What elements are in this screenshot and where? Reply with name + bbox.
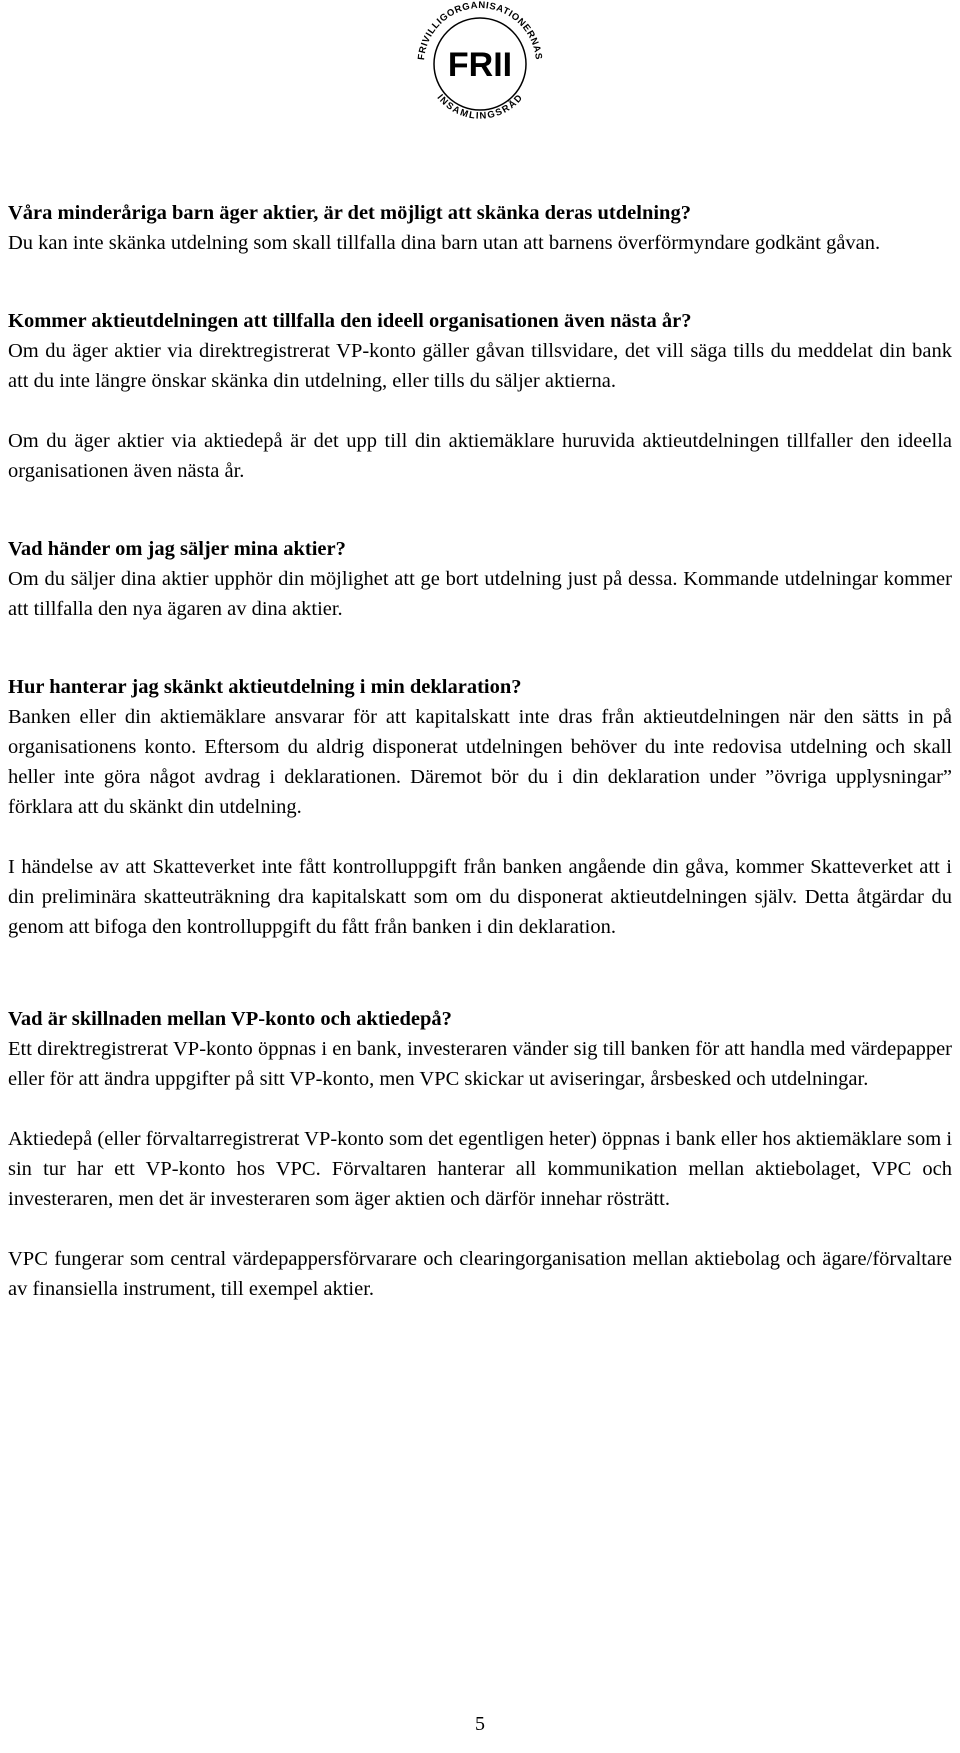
section-heading: Kommer aktieutdelningen att tillfalla den ideell organisationen även nästa år? [8,310,692,332]
section-heading: Hur hanterar jag skänkt aktieutdelning i min deklaration? [8,676,522,698]
logo-ring-bottom-text: INSAMLINGSRÅD [434,92,526,122]
section-heading: Våra minderåriga barn äger aktier, är det möjligt att skänka deras utdelning? [8,202,691,224]
section-declaration [8,672,952,942]
section-minors [8,198,952,258]
frii-logo [404,0,556,128]
section-paragraph: VPC fungerar som central värdepappersförvarare och clearingorganisation mellan aktiebolag och ägare/förvaltare av finansiella instrument, till exempel aktier. [8,1248,952,1300]
section-paragraph: Ett direktregistrerat VP-konto öppnas i en bank, investeraren vänder sig till banken för att handla med värdepapper eller för att ändra uppgifter på sitt VP-konto, men VPC skickar ut aviseringar, årsbesked och utdelningar. [8,1038,952,1090]
section-heading: Vad är skillnaden mellan VP-konto och aktiedepå? [8,1008,452,1030]
logo-ring-top-text: FRIVILLIGORGANISATIONERNAS [416,0,544,61]
document-body [8,198,952,1304]
section-paragraph: Banken eller din aktiemäklare ansvarar för att kapitalskatt inte dras från aktieutdelningen när den sätts in på organisationens konto. Eftersom du aldrig disponerat utdelningen behöver du inte redovisa utdelning och skall heller inte göra något avdrag i deklarationen. Däremot bör du i din deklaration under ”övriga upplysningar” förklara att du skänkt din utdelning. [8,706,952,818]
section-paragraph: Om du säljer dina aktier upphör din möjlighet att ge bort utdelning just på dessa. Kommande utdelningar kommer att tillfalla den nya ägaren av dina aktier. [8,568,952,620]
page-number: 5 [475,1713,485,1735]
section-next-year [8,306,952,486]
section-paragraph: I händelse av att Skatteverket inte fått kontrolluppgift från banken angående din gåva, kommer Skatteverket att i din preliminära skatteuträkning dra kapitalskatt som om du disponerat aktieutdelningen själv. Detta åtgärdar du genom att bifoga den kontrolluppgift du fått från banken i din deklaration. [8,856,952,938]
section-selling [8,534,952,624]
logo-main-text: FRII [447,46,513,84]
section-difference [8,1004,952,1304]
section-paragraph: Du kan inte skänka utdelning som skall tillfalla dina barn utan att barnens överförmyndare godkänt gåvan. [8,232,881,254]
section-paragraph: Om du äger aktier via aktiedepå är det upp till din aktiemäklare huruvida aktieutdelningen tillfaller den ideella organisationen även nästa år. [8,430,952,482]
section-paragraph: Om du äger aktier via direktregistrerat VP-konto gäller gåvan tillsvidare, det vill säga tills du meddelat din bank att du inte längre önskar skänka din utdelning, eller tills du säljer aktierna. [8,340,952,392]
section-heading: Vad händer om jag säljer mina aktier? [8,538,346,560]
section-paragraph: Aktiedepå (eller förvaltarregistrerat VP-konto som det egentligen heter) öppnas i bank eller hos aktiemäklare som i sin tur har ett VP-konto hos VPC. Förvaltaren hanterar all kommunikation mellan aktiebolaget, VPC och investeraren, men det är investeraren som äger aktien och därför innehar rösträtt. [8,1128,953,1210]
